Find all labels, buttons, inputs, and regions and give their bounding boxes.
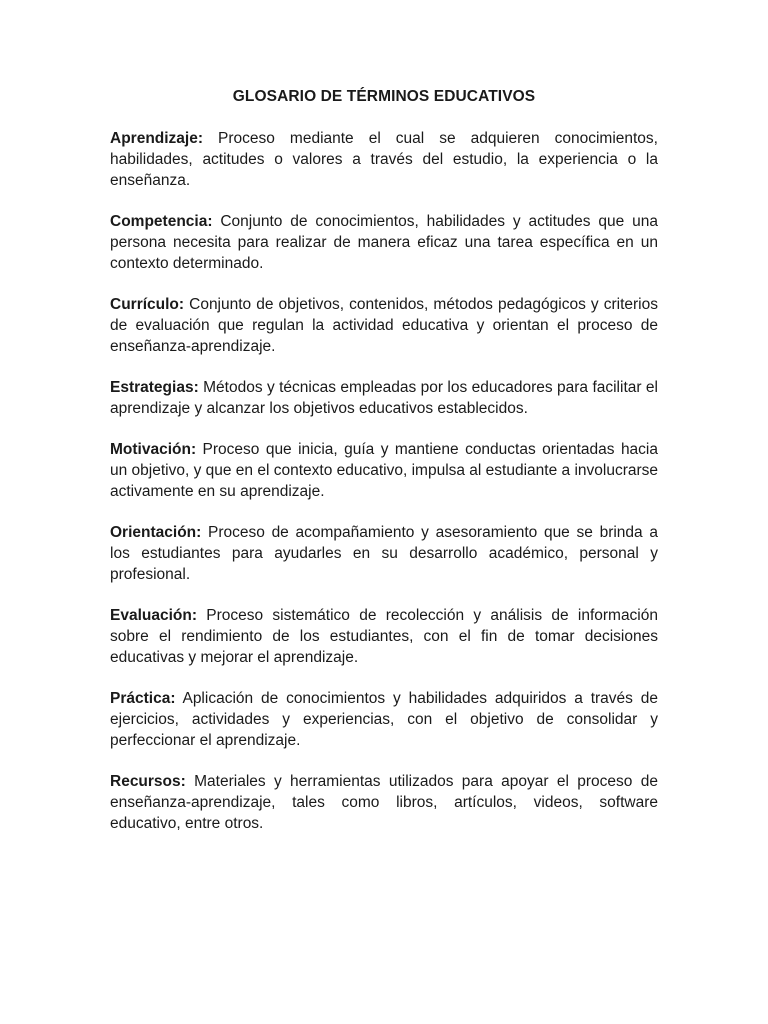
glossary-definition: Proceso de acompañamiento y asesoramiento que se brinda a los estudiantes para ayudarles en su desarrollo académico, personal y profesional. bbox=[110, 524, 658, 583]
glossary-definition: Proceso sistemático de recolección y análisis de información sobre el rendimiento de los estudiantes, con el fin de tomar decisiones educativas y mejorar el aprendizaje. bbox=[110, 607, 658, 666]
glossary-entry-practica bbox=[110, 688, 658, 751]
glossary-definition: Aplicación de conocimientos y habilidades adquiridos a través de ejercicios, actividades y experiencias, con el objetivo de consolidar y perfeccionar el aprendizaje. bbox=[110, 690, 658, 749]
glossary-term: Estrategias: bbox=[110, 379, 199, 396]
glossary-entry-competencia bbox=[110, 211, 658, 274]
glossary-term: Competencia: bbox=[110, 213, 213, 230]
glossary-definition: Conjunto de conocimientos, habilidades y actitudes que una persona necesita para realizar de manera eficaz una tarea específica en un contexto determinado. bbox=[110, 213, 658, 272]
glossary-entry-estrategias bbox=[110, 377, 658, 419]
glossary-list bbox=[110, 128, 658, 854]
glossary-term: Recursos: bbox=[110, 773, 186, 790]
glossary-entry-motivacion bbox=[110, 439, 658, 502]
glossary-term: Currículo: bbox=[110, 296, 185, 313]
glossary-definition: Materiales y herramientas utilizados para apoyar el proceso de enseñanza-aprendizaje, tales como libros, artículos, videos, software educativo, entre otros. bbox=[110, 773, 658, 832]
glossary-entry-aprendizaje bbox=[110, 128, 658, 191]
glossary-definition: Proceso que inicia, guía y mantiene conductas orientadas hacia un objetivo, y que en el contexto educativo, impulsa al estudiante a involucrarse activamente en su aprendizaje. bbox=[110, 441, 659, 500]
glossary-entry-evaluacion bbox=[110, 605, 658, 668]
glossary-definition: Métodos y técnicas empleadas por los educadores para facilitar el aprendizaje y alcanzar los objetivos educativos establecidos. bbox=[110, 379, 658, 417]
glossary-term: Motivación: bbox=[110, 441, 197, 458]
glossary-entry-orientacion bbox=[110, 522, 658, 585]
glossary-definition: Proceso mediante el cual se adquieren conocimientos, habilidades, actitudes o valores a través del estudio, la experiencia o la enseñanza. bbox=[110, 130, 658, 189]
glossary-term: Práctica: bbox=[110, 690, 176, 707]
glossary-entry-curriculo bbox=[110, 294, 658, 357]
glossary-definition: Conjunto de objetivos, contenidos, métodos pedagógicos y criterios de evaluación que regulan la actividad educativa y orientan el proceso de enseñanza-aprendizaje. bbox=[110, 296, 658, 355]
glossary-term: Orientación: bbox=[110, 524, 202, 541]
glossary-term: Evaluación: bbox=[110, 607, 197, 624]
glossary-term: Aprendizaje: bbox=[110, 130, 204, 147]
document-title: GLOSARIO DE TÉRMINOS EDUCATIVOS bbox=[232, 88, 536, 105]
glossary-entry-recursos bbox=[110, 771, 658, 834]
